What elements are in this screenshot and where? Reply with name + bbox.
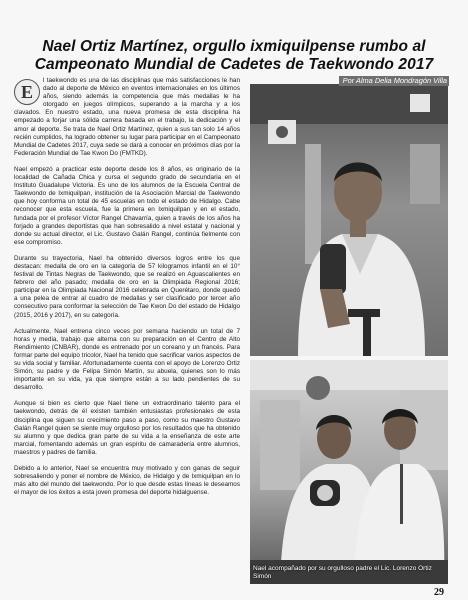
article-body xyxy=(14,77,240,505)
paragraph-4: Actualmente, Nael entrena cinco veces por semana haciendo un total de 7 horas y media, trabajo que alterna con su preparación en el Centro de Alto Rendimiento (CNBAR), donde es entrenado por un coreano y un francés. Para formar parte del equipo tricolor, Nael ha tenido que sacrificar varios aspectos de su vida social y familiar. Afortunadamente cuenta con el apoyo de Lorenzo Ortiz Simón, su padre y de Felipa Simón Martín, su abuela, quienes son lo más importante en su vida, ya que siempre están a su lado pendientes de su desarrollo. xyxy=(14,327,240,392)
paragraph-1-text: l taekwondo es una de las disciplinas que más satisfacciones le han dado al deporte de México en eventos internacionales en los últimos años, siendo además la competencia que más medallas le ha otorgado en juegos olímpicos, superando a la marcha y a los clavados. En nuestro estado, una nueva promesa de esta disciplina ha empezado a forjar una sólida carrera basada en el trabajo, la dedicación y el amor al deporte. Se trata de Nael Ortiz Martínez, quien a sus tan solo 14 años recién cumplidos, ha logrado obtener su lugar para participar en el Campeonato Mundial de Cadetes 2017, cuya sede se dará a conocer en próximos días por la Federación Mundial de Tae Kwon Do (FMTKD). xyxy=(14,77,240,157)
page-number: 29 xyxy=(434,587,444,598)
paragraph-2: Nael empezó a practicar este deporte desde los 8 años, es originario de la localidad de Cañada Chica y cursa el segundo grado de secundaria en el Instituto Guadalupe Victoria. Es uno de los alumnos de la Escuela Central de Taekwondo de Ixmiquilpan, institución de la Asociación Marcial de Taekwondo que hoy conforma un total de 45 escuelas en todo el estado de Hidalgo. Cabe reconocer que esta escuela, fue la primera en Ixmiquilpan y en el estado, fundada por el profesor Víctor Rangel Chavarría, quien a través de los años ha forjado a grandes deportistas que han sobresalido a nivel estatal y nacional y donde su actual director, el Lic. Gustavo Galán Rangel, continúa fielmente con ese compromiso. xyxy=(14,165,240,246)
article-title: Nael Ortiz Martínez, orgullo ixmiquilpense rumbo al Campeonato Mundial de Cadetes de Taekwondo 2017 xyxy=(34,38,434,73)
father-son-photo xyxy=(250,360,448,584)
athlete-photo-illustration xyxy=(250,84,448,356)
author-byline: Por Alma Delia Mondragón Villa xyxy=(339,76,449,86)
photo-caption: Nael acompañado por su orgulloso padre el Lic. Lorenzo Ortiz Simón xyxy=(253,565,432,580)
dropcap: E xyxy=(14,79,40,105)
paragraph-1 xyxy=(14,77,240,158)
athlete-photo xyxy=(250,84,448,356)
father-son-photo-illustration xyxy=(250,360,448,584)
paragraph-5: Aunque si bien es cierto que Nael tiene un extraordinario talento para el taekwondo, detrás de él existen también entusiastas profesionales de esta disciplina que siguen su crecimiento paso a paso, como su maestro Gustavo Galán Rangel quien se siente muy orgulloso por los resultados que ha obtenido su alumno y que dedica gran parte de su vida a la enseñanza de este arte marcial, fomentando además un gran espíritu de camaradería entre alumnos, maestros y padres de familia. xyxy=(14,400,240,456)
paragraph-3: Durante su trayectoria, Nael ha obtenido diversos logros entre los que destacan: medalla de oro en la categoría de 57 kilogramos infantil en el 10° festival de Tintas Negras de Taekwondo, que se realizó en Aguascalientes en febrero del año pasado; medalla de oro en la Olimpiada Regional 2016; participar en la Olimpiada Nacional 2016 celebrada en Querétaro, donde quedó a una pelea de entrar al cuadro de medallas y ser clasificado por tercer año consecutivo para conformar la selección de Tae Kwon Do del estado de Hidalgo (2015, 2016 y 2017), en su categoría. xyxy=(14,254,240,319)
paragraph-6: Debido a lo anterior, Nael se encuentra muy motivado y con ganas de seguir sobresaliendo y poner el nombre de México, de Hidalgo y de Ixmiquilpan en lo más alto del mundo del taekwondo. Por lo que desde estas líneas le deseamos el mayor de los éxitos a esta joven promesa del deporte hidalguense. xyxy=(14,465,240,497)
